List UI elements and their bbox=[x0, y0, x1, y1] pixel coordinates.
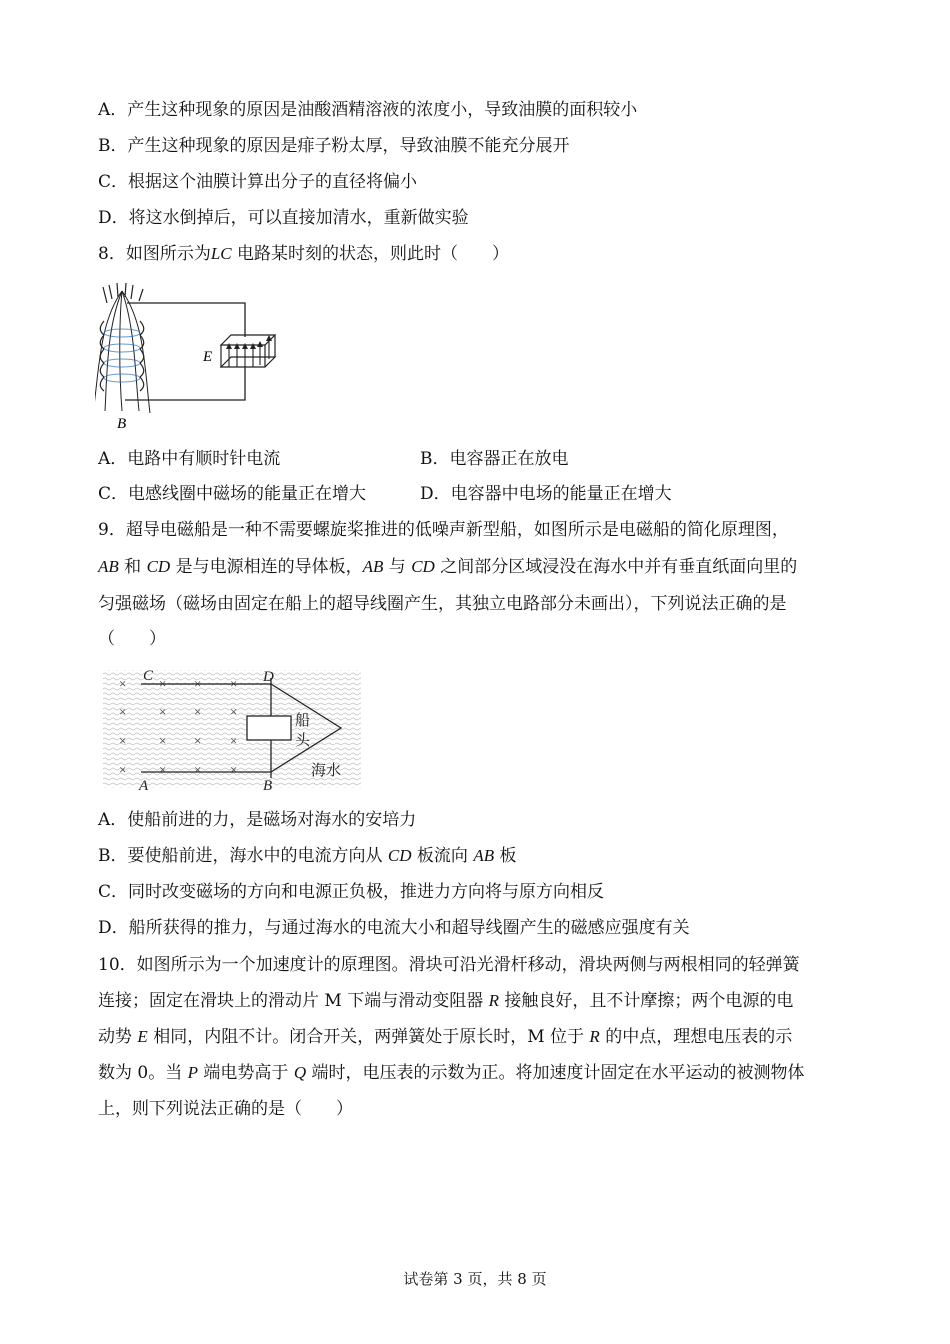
q9-stem-line1: 9．超导电磁船是一种不需要螺旋桨推进的低噪声新型船，如图所示是电磁船的简化原理图， bbox=[98, 520, 789, 540]
cross-mark: × bbox=[159, 733, 167, 748]
cross-mark: × bbox=[159, 704, 167, 719]
q7-option-c: C．根据这个油膜计算出分子的直径将偏小 bbox=[98, 172, 418, 192]
cross-mark: × bbox=[119, 762, 127, 777]
bow-label-1: 船 bbox=[295, 713, 311, 729]
q9-stem-line2: AB 和 CD 是与电源相连的导体板，AB 与 CD 之间部分区域浸没在海水中并有垂直纸面向里的 bbox=[98, 557, 798, 577]
cross-mark: × bbox=[230, 676, 238, 691]
q9-option-d: D．船所获得的推力，与通过海水的电流大小和超导线圈产生的磁感应强度有关 bbox=[98, 918, 690, 938]
cross-mark: × bbox=[194, 676, 202, 691]
cross-mark: × bbox=[119, 676, 127, 691]
q10-stem-line4: 数为 0。当 P 端电势高于 Q 端时，电压表的示数为正。将加速度计固定在水平运动的被测物体 bbox=[98, 1063, 805, 1083]
q9-option-a: A．使船前进的力，是磁场对海水的安培力 bbox=[98, 810, 417, 830]
q8-option-a: A．电路中有顺时针电流 bbox=[98, 449, 281, 469]
cross-mark: × bbox=[230, 704, 238, 719]
q9-option-c: C．同时改变磁场的方向和电源正负极，推进力方向将与原方向相反 bbox=[98, 882, 605, 902]
lc-circuit-figure bbox=[95, 283, 285, 433]
q7-option-b: B．产生这种现象的原因是痱子粉太厚，导致油膜不能充分展开 bbox=[98, 136, 570, 156]
q9-stem-line3: 匀强磁场（磁场由固定在船上的超导线圈产生，其独立电路部分未画出），下列说法正确的是 bbox=[98, 594, 787, 614]
q9-option-b: B．要使船前进，海水中的电流方向从 CD 板流向 AB 板 bbox=[98, 846, 517, 866]
plate-label-b: B bbox=[263, 778, 273, 794]
cross-mark: × bbox=[159, 762, 167, 777]
q8-option-c: C．电感线圈中磁场的能量正在增大 bbox=[98, 484, 367, 504]
plate-label-c: C bbox=[143, 668, 154, 684]
q10-stem-line1: 10．如图所示为一个加速度计的原理图。滑块可沿光滑杆移动，滑块两侧与两根相同的轻弹簧 bbox=[98, 955, 800, 975]
sea-label: 海水 bbox=[311, 763, 342, 779]
q7-option-a: A．产生这种现象的原因是油酸酒精溶液的浓度小，导致油膜的面积较小 bbox=[98, 100, 638, 120]
field-label-e: E bbox=[203, 349, 213, 365]
cross-mark: × bbox=[119, 704, 127, 719]
q10-stem-line3: 动势 E 相同，内阻不计。闭合开关，两弹簧处于原长时，M 位于 R 的中点，理想电压表的示 bbox=[98, 1027, 793, 1047]
q7-option-d: D．将这水倒掉后，可以直接加清水，重新做实验 bbox=[98, 208, 469, 228]
q8-stem: 8．如图所示为LC 电路某时刻的状态，则此时（ ） bbox=[98, 244, 510, 264]
cross-mark: × bbox=[194, 733, 202, 748]
cross-mark: × bbox=[230, 733, 238, 748]
q10-stem-line5: 上，则下列说法正确的是（ ） bbox=[98, 1099, 353, 1119]
q9-stem-line4: （ ） bbox=[98, 629, 166, 649]
cross-mark: × bbox=[194, 704, 202, 719]
cross-mark: × bbox=[194, 762, 202, 777]
cross-mark: × bbox=[159, 676, 167, 691]
q8-option-d: D．电容器中电场的能量正在增大 bbox=[420, 484, 672, 504]
bow-label-2: 头 bbox=[295, 733, 311, 749]
field-label-b: B bbox=[117, 416, 127, 432]
cross-mark: × bbox=[230, 762, 238, 777]
q8-option-b: B．电容器正在放电 bbox=[420, 449, 569, 469]
cross-mark: × bbox=[119, 733, 127, 748]
page-footer: 试卷第 3 页，共 8 页 bbox=[403, 1270, 547, 1288]
plate-label-a: A bbox=[139, 778, 149, 794]
ship-figure bbox=[103, 666, 361, 794]
q10-stem-line2: 连接；固定在滑块上的滑动片 M 下端与滑动变阻器 R 接触良好，且不计摩擦；两个电源的电 bbox=[98, 991, 794, 1011]
plate-label-d: D bbox=[263, 669, 274, 685]
